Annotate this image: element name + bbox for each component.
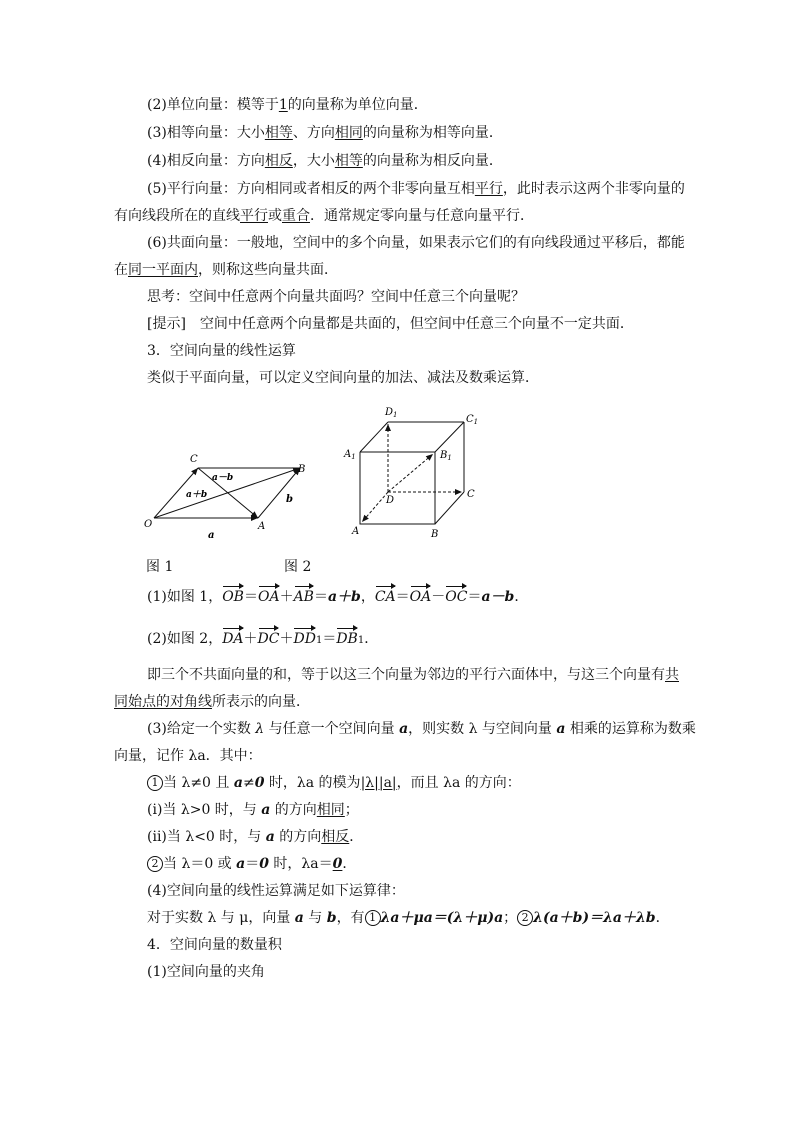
- fill-in-answer: 0: [332, 856, 343, 872]
- vector-dc: DC: [257, 631, 280, 647]
- text: (6)共面向量：一般地，空间中的多个向量，如果表示它们的有向线段通过平移后，都能: [147, 235, 685, 251]
- figure-1-parallelogram: [140, 440, 320, 545]
- text: (3)相等向量：大小: [147, 125, 265, 141]
- equal-vector-definition: [147, 124, 503, 142]
- text: 的向量称为相反向量．: [362, 153, 503, 169]
- law-distributive-vector: λ(a＋b)＝λa＋λb: [533, 910, 656, 926]
- fill-in-answer: 同一平面内: [128, 262, 198, 278]
- text: 有向线段所在的直线: [114, 208, 240, 224]
- fill-in-answer: 平行: [240, 208, 268, 224]
- label-d1: $D_1$: [385, 407, 398, 419]
- edge-a1d1: [360, 422, 388, 452]
- label-a-minus-b: a－b: [212, 473, 234, 483]
- coplanar-vector-definition-line2: [114, 261, 338, 279]
- label-b: B: [298, 464, 306, 475]
- diagonal-statement-line1: 即三个不共面向量的和，等于以这三个向量为邻边的平行六面体中，与这三个向量有共: [147, 667, 679, 683]
- vector-db1: [388, 454, 433, 492]
- text: ．通常规定零向量与任意向量平行．: [310, 208, 534, 224]
- label-a: A: [258, 521, 266, 532]
- opposite-vector-definition: [147, 152, 503, 170]
- label-c: C: [467, 489, 475, 500]
- figure-2-caption: 图 2: [284, 559, 312, 575]
- label-o: O: [144, 519, 153, 530]
- vector-oa: OA: [257, 589, 280, 605]
- fill-in-answer: 相等: [334, 153, 363, 169]
- text: (5)平行向量：方向相同或者相反的两个非零向量互相: [147, 181, 475, 197]
- diagonal-statement-line2: 同始点的对角线所表示的向量．: [114, 694, 310, 710]
- unit-vector-definition: [147, 96, 428, 114]
- scalar-multiplication-line1: (3)给定一个实数 λ 与任意一个空间向量 a，则实数 λ 与空间向量 a 相乘的运算称为数乘: [147, 721, 696, 737]
- fill-in-answer: 1: [278, 97, 288, 113]
- operation-laws: 对于实数 λ 与 μ，向量 a 与 b，有 1 λa＋μa＝(λ＋μ)a； 2 λ(a＋b)＝λa＋λb．: [147, 910, 670, 926]
- label-c: C: [190, 454, 198, 465]
- section-3-title: 3．空间向量的线性运算: [147, 343, 296, 359]
- edge-b1c1: [435, 422, 464, 452]
- label-a: A: [352, 526, 360, 537]
- text: (4)相反向量：方向: [147, 153, 265, 169]
- vector-ob: OB: [222, 589, 244, 605]
- circled-number-1: 1: [365, 910, 381, 926]
- text: 的向量称为相等向量．: [362, 125, 503, 141]
- circled-number-2: 2: [147, 856, 163, 872]
- fill-in-answer: 相同: [316, 802, 345, 818]
- label-b1: $B_1$: [440, 450, 452, 462]
- text: ，则称这些向量共面．: [198, 262, 338, 278]
- fill-in-answer: 重合: [282, 208, 310, 224]
- law-distributive-scalar: λa＋μa＝(λ＋μ)a: [380, 910, 504, 926]
- vector-da: DA: [222, 631, 244, 647]
- label-a-plus-b: a＋b: [186, 490, 208, 500]
- vector-dd1: DD: [293, 631, 316, 647]
- fill-in-answer: 共: [665, 667, 679, 683]
- fill-in-answer: 相反: [321, 829, 350, 845]
- parallel-vector-definition-line1: [147, 180, 685, 198]
- label-d: D: [386, 495, 395, 506]
- fill-in-answer: 相同: [334, 125, 363, 141]
- fill-in-answer: 相反: [264, 153, 293, 169]
- scalar-case-2: 2 当 λ＝0 或 a＝0 时，λa＝0．: [147, 855, 356, 873]
- figure-1-equation: (1)如图 1，OB＝OA＋AB＝a＋b，CA＝OA－OC＝a－b．: [147, 589, 529, 605]
- vector-ca: CA: [374, 589, 396, 605]
- text: 或: [268, 208, 282, 224]
- scalar-multiplication-line2: 向量，记作 λa．其中：: [114, 748, 262, 764]
- label-vector-a: a: [208, 530, 215, 541]
- scalar-case-1-i: (ⅰ)当 λ>0 时，与 a 的方向相同；: [147, 802, 359, 818]
- text: ，大小: [292, 153, 335, 169]
- scalar-case-1-ii: (ⅱ)当 λ<0 时，与 a 的方向相反．: [147, 829, 364, 845]
- section-3-intro: 类似于平面向量，可以定义空间向量的加法、减法及数乘运算．: [147, 370, 539, 386]
- label-c1: $C_1$: [466, 414, 479, 426]
- text: 、方向: [292, 125, 335, 141]
- fill-in-answer: 同始点的对角线: [114, 694, 212, 710]
- text: 的向量称为单位向量．: [287, 97, 428, 113]
- text: ，此时表示这两个非零向量的: [502, 181, 685, 197]
- figure-1-caption: 图 1: [146, 559, 174, 575]
- fill-in-answer: |λ||a|: [360, 775, 397, 791]
- vector-oc: OC: [445, 589, 468, 605]
- label-vector-b: b: [286, 494, 293, 505]
- edge-bc: [435, 492, 464, 524]
- fill-in-answer: 相等: [264, 125, 293, 141]
- label-a1: $A_1$: [344, 449, 356, 461]
- coplanar-vector-definition-line1: [147, 234, 685, 252]
- operation-laws-title: (4)空间向量的线性运算满足如下运算律：: [147, 883, 405, 899]
- vector-oa: OA: [409, 589, 432, 605]
- hint-answer: [提示] 空间中任意两个向量都是共面的，但空间中任意三个向量不一定共面．: [147, 316, 634, 332]
- circled-number-2: 2: [517, 910, 533, 926]
- text: (2)单位向量：模等于: [147, 97, 279, 113]
- front-face: [360, 452, 435, 524]
- parallel-vector-definition-line2: [114, 207, 534, 225]
- think-question: 思考：空间中任意两个向量共面吗？空间中任意三个向量呢？: [147, 289, 525, 305]
- figure-2-equation: (2)如图 2，DA＋DC＋DD1＝DB1．: [147, 631, 379, 647]
- fill-in-answer: 平行: [474, 181, 503, 197]
- vector-db1: DB: [336, 631, 358, 647]
- label-b: B: [431, 529, 439, 540]
- vector-ab: AB: [293, 589, 314, 605]
- text: 在: [114, 262, 128, 278]
- scalar-case-1: 1 当 λ≠0 且 a≠0 时，λa 的模为|λ||a|，而且 λa 的方向：: [147, 774, 521, 792]
- section-4-title: 4．空间向量的数量积: [147, 937, 282, 953]
- section-4-subtitle: (1)空间向量的夹角: [147, 964, 265, 980]
- circled-number-1: 1: [147, 775, 163, 791]
- figure-2-parallelepiped: [340, 400, 490, 545]
- vector-da: [362, 492, 388, 522]
